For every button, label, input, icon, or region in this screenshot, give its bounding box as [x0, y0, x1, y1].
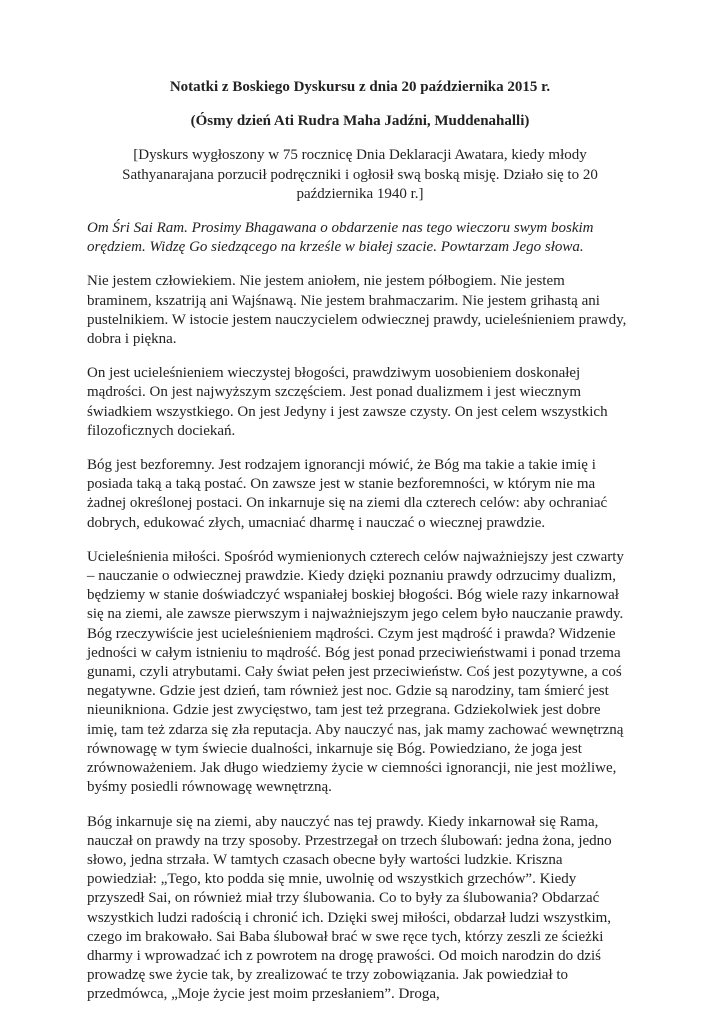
document-subtitle: (Ósmy dzień Ati Rudra Maha Jadźni, Muddenahalli) — [190, 113, 530, 130]
paragraph-embodiments-of-love: Ucieleśnienia miłości. Spośród wymienionych czterech celów najważniejszy jest czwarty – nauczanie o odwiecznej prawdzie. Kiedy dzięki poznaniu prawdy odrzucimy dualizm, będziemy w stanie doświadczyć wspaniałej boskiej błogości. Bóg wiele razy inkarnował się na ziemi, ale zawsze pierwszym i najważniejszym jego celem było nauczanie prawdy. Bóg rzeczywiście jest ucieleśnieniem mądrości. Czym jest mądrość i prawda? Widzenie jedności w całym istnieniu to mądrość. Bóg jest ponad przeciwieństwami i ponad trzema gunami, czyli atrybutami. Cały świat pełen jest przeciwieństw. Coś jest pozytywne, a coś negatywne. Gdzie jest dzień, tam również jest noc. Gdzie są narodziny, tam śmierć jest nieunikniona. Gdzie jest zwycięstwo, tam jest też przegrana. Gdziekolwiek jest dobre imię, tam też zdarza się zła reputacja. Aby nauczyć nas, jak mamy zachować wewnętrzną równowagę w tym świecie dualności, inkarnuje się Bóg. Powiedziano, że joga jest zrównoważeniem. Jak długo wiedziemy życie w ciemności ignorancji, nie jest możliwe, byśmy posiedli równowagę wewnętrzną. — [87, 548, 624, 796]
document-page — [87, 78, 633, 1020]
paragraph-eternal-bliss: On jest ucieleśnieniem wieczystej błogości, prawdziwym uosobieniem doskonałej mądrości. On jest najwyższym szczęściem. Jest ponad dualizmem i jest wiecznym świadkiem wszystkiego. On jest Jedyny i jest zawsze czysty. On jest celem wszystkich filozoficznych dociekań. — [87, 365, 608, 439]
invocation-paragraph: Om Śri Sai Ram. Prosimy Bhagawana o obdarzenie nas tego wieczoru swym boskim orędziem. Widzę Go siedzącego na krześle w białej szacie. Powtarzam Jego słowa. — [87, 220, 594, 256]
paragraph-incarnation-vows: Bóg inkarnuje się na ziemi, aby nauczyć nas tej prawdy. Kiedy inkarnował się Rama, nauczał on prawdy na trzy sposoby. Przestrzegał on trzech ślubowań: jedna żona, jedno słowo, jedna strzała. W tamtych czasach obecne były wartości ludzkie. Kriszna powiedział: „Tego, kto podda się mnie, uwolnię od wszystkich grzechów”. Kiedy przyszedł Sai, on również miał trzy ślubowania. Co to były za ślubowania? Obdarzać wszystkich ludzi radością i chronić ich. Dzięki swej miłości, obdarzał ludzi wszystkim, czego im brakowało. Sai Baba ślubował brać w swe ręce tych, którzy zeszli ze ścieżki dharmy i wprowadzać ich z powrotem na drogę prawości. Od moich narodzin do dziś prowadzę swe życie tak, by zrealizować te trzy zobowiązania. Jak powiedział to przedmówca, „Moje życie jest moim przesłaniem”. Droga, — [87, 813, 612, 1003]
paragraph-not-human: Nie jestem człowiekiem. Nie jestem aniołem, nie jestem półbogiem. Nie jestem braminem, kszatriją ani Wajśnawą. Nie jestem brahmaczarim. Nie jestem grihastą ani pustelnikiem. W istocie jestem nauczycielem odwiecznej prawdy, ucieleśnieniem prawdy, dobra i piękna. — [87, 273, 627, 348]
intro-note: [Dyskurs wygłoszony w 75 rocznicę Dnia Deklaracji Awatara, kiedy młody Sathyanarajana porzucił podręczniki i ogłosił swą boską misję. Działo się to 20 października 1940 r.] — [122, 147, 598, 202]
paragraph-formless-god: Bóg jest bezforemny. Jest rodzajem ignorancji mówić, że Bóg ma takie a takie imię i posiada taką a taką postać. On zawsze jest w stanie bezforemności, w którym nie ma żadnej określonej postaci. On inkarnuje się na ziemi dla czterech celów: aby ochraniać dobrych, edukować złych, umacniać dharmę i nauczać o wiecznej prawdzie. — [87, 457, 608, 531]
document-title: Notatki z Boskiego Dyskursu z dnia 20 października 2015 r. — [169, 79, 551, 95]
